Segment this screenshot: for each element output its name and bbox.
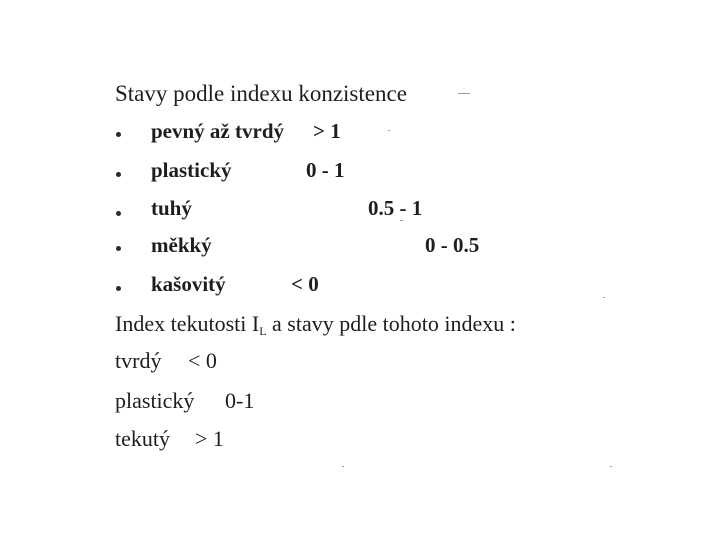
heading-subscript: L <box>259 324 267 338</box>
scan-speck <box>458 93 470 94</box>
state-value: 0 - 1 <box>306 158 345 182</box>
liquidity-state-name: tvrdý <box>115 348 162 373</box>
bullet-icon <box>116 286 121 291</box>
state-name: pevný až tvrdý <box>151 119 284 143</box>
bullet-icon <box>116 132 121 137</box>
scan-speck <box>603 297 605 298</box>
state-value: 0 - 0.5 <box>425 233 480 257</box>
bullet-icon <box>116 246 121 251</box>
state-value: > 1 <box>313 119 341 143</box>
liquidity-state-name: tekutý <box>115 426 170 451</box>
heading-text-rest: a stavy pdle tohoto indexu : <box>266 311 516 336</box>
state-value: < 0 <box>291 272 319 296</box>
bullet-icon <box>116 172 121 177</box>
state-value: 0.5 - 1 <box>368 196 423 220</box>
liquidity-state-value: > 1 <box>195 426 224 451</box>
state-name: kašovitý <box>151 272 226 296</box>
scan-speck <box>400 220 403 221</box>
liquidity-state-value: < 0 <box>188 348 217 373</box>
scan-speck <box>342 466 344 467</box>
scan-speck <box>610 466 612 467</box>
liquidity-state-name: plastický <box>115 388 195 413</box>
liquidity-state-value: 0-1 <box>225 388 255 413</box>
bullet-icon <box>116 211 121 216</box>
heading-text: Index tekutosti I <box>115 311 260 336</box>
state-name: tuhý <box>151 196 192 220</box>
page-title: Stavy podle indexu konzistence <box>115 81 407 106</box>
scan-speck <box>388 130 390 131</box>
liquidity-index-heading <box>115 311 516 338</box>
state-name: měkký <box>151 233 212 257</box>
state-name: plastický <box>151 158 232 182</box>
